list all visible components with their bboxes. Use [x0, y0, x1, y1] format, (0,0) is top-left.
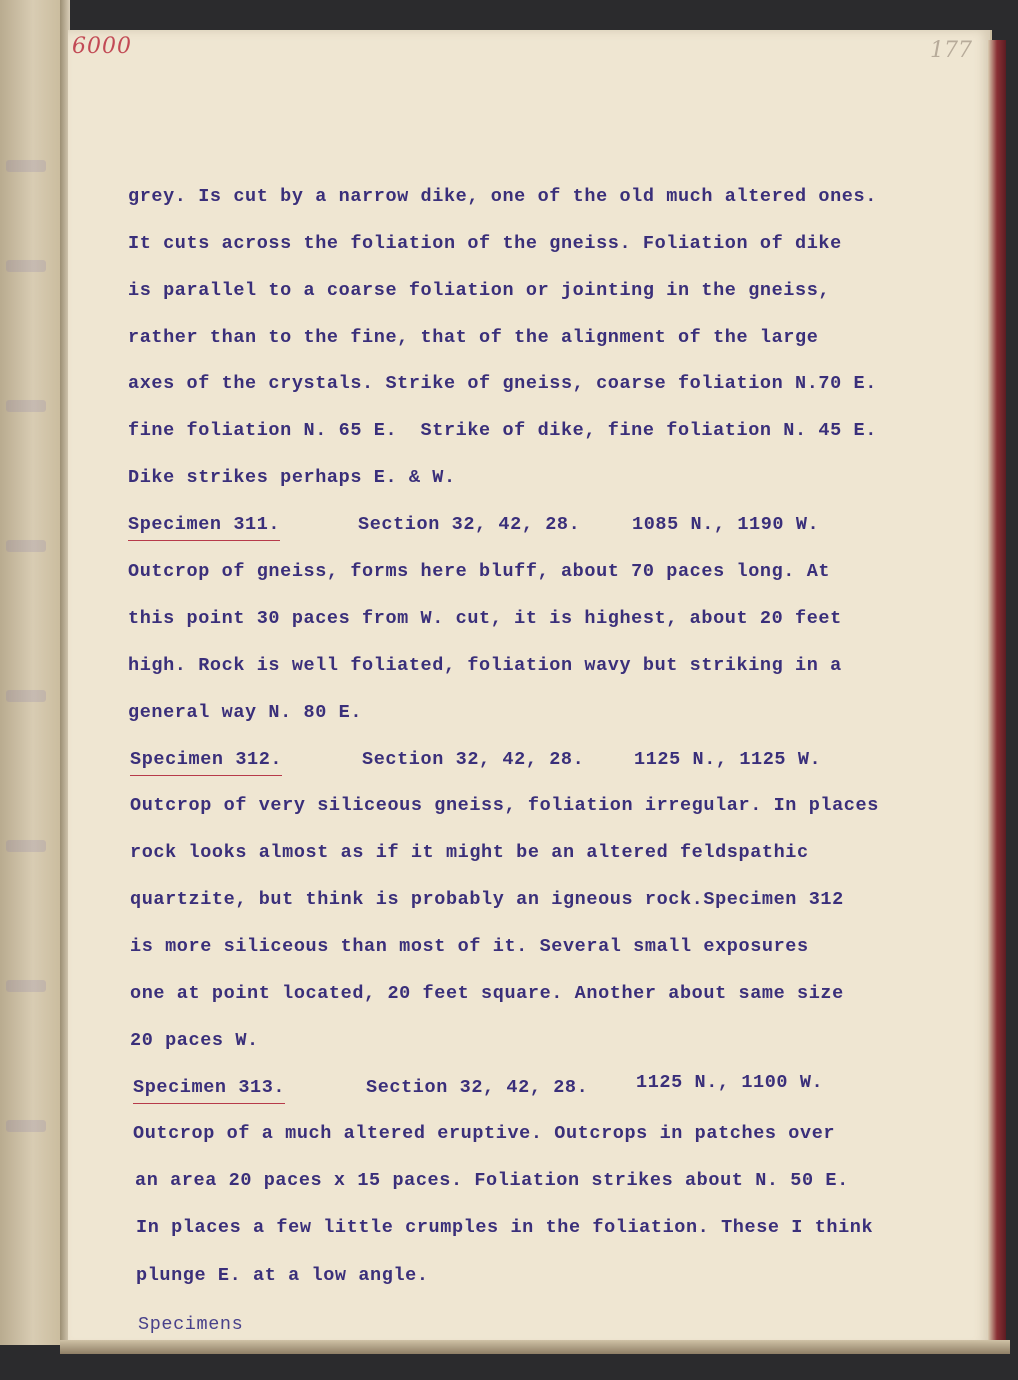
text-line: Outcrop of a much altered eruptive. Outcrops in patches over [133, 1123, 836, 1144]
text-line: plunge E. at a low angle. [136, 1265, 429, 1286]
text-line: rock looks almost as if it might be an altered feldspathic [130, 842, 809, 863]
bleed-mark [6, 690, 46, 702]
page-bottom-edge [60, 1340, 1010, 1354]
text-line: Dike strikes perhaps E. & W. [128, 467, 456, 488]
text-line: an area 20 paces x 15 paces. Foliation strikes about N. 50 E. [135, 1170, 849, 1191]
specimen-section: Section 32, 42, 28. [358, 514, 581, 535]
text-line: fine foliation N. 65 E. Strike of dike, fine foliation N. 45 E. [128, 420, 877, 441]
text-line: high. Rock is well foliated, foliation wavy but striking in a [128, 655, 842, 676]
specimen-underline [128, 540, 280, 541]
specimen-coords: 1085 N., 1190 W. [632, 514, 820, 535]
notebook-page [68, 30, 992, 1348]
text-line: rather than to the fine, that of the alignment of the large [128, 327, 819, 348]
specimen-underline [133, 1103, 285, 1104]
text-line: Outcrop of very siliceous gneiss, foliation irregular. In places [130, 795, 879, 816]
text-line: this point 30 paces from W. cut, it is highest, about 20 feet [128, 608, 842, 629]
text-line: quartzite, but think is probably an igneous rock.Specimen 312 [130, 889, 844, 910]
text-line: grey. Is cut by a narrow dike, one of the old much altered ones. [128, 186, 877, 207]
margin-note: 6000 [72, 34, 132, 59]
bleed-mark [6, 840, 46, 852]
page-number: 177 [930, 38, 972, 63]
bleed-mark [6, 400, 46, 412]
bleed-mark [6, 260, 46, 272]
specimen-coords: 1125 N., 1125 W. [634, 749, 822, 770]
text-line: In places a few little crumples in the foliation. These I think [136, 1217, 874, 1238]
text-line: Outcrop of gneiss, forms here bluff, about 70 paces long. At [128, 561, 831, 582]
text-line: It cuts across the foliation of the gneiss. Foliation of dike [128, 233, 842, 254]
bleed-mark [6, 160, 46, 172]
text-line: is parallel to a coarse foliation or jointing in the gneiss, [128, 280, 831, 301]
text-line: is more siliceous than most of it. Several small exposures [130, 936, 809, 957]
bleed-mark [6, 540, 46, 552]
specimen-underline [130, 775, 282, 776]
text-line: axes of the crystals. Strike of gneiss, coarse foliation N.70 E. [128, 373, 877, 394]
bleed-mark [6, 1120, 46, 1132]
specimen-section: Section 32, 42, 28. [362, 749, 585, 770]
text-line: 20 paces W. [130, 1030, 259, 1051]
specimen-section: Section 32, 42, 28. [366, 1077, 589, 1098]
page-stack-edge [988, 40, 1006, 1340]
facing-page-edge [0, 0, 62, 1345]
bleed-mark [6, 980, 46, 992]
footer-word: Specimens [138, 1314, 244, 1335]
text-line: one at point located, 20 feet square. Another about same size [130, 983, 844, 1004]
specimen-coords: 1125 N., 1100 W. [636, 1072, 824, 1093]
text-line: general way N. 80 E. [128, 702, 363, 723]
specimen-label: Specimen 311. [128, 514, 281, 535]
specimen-label: Specimen 312. [130, 749, 283, 770]
specimen-label: Specimen 313. [133, 1077, 286, 1098]
